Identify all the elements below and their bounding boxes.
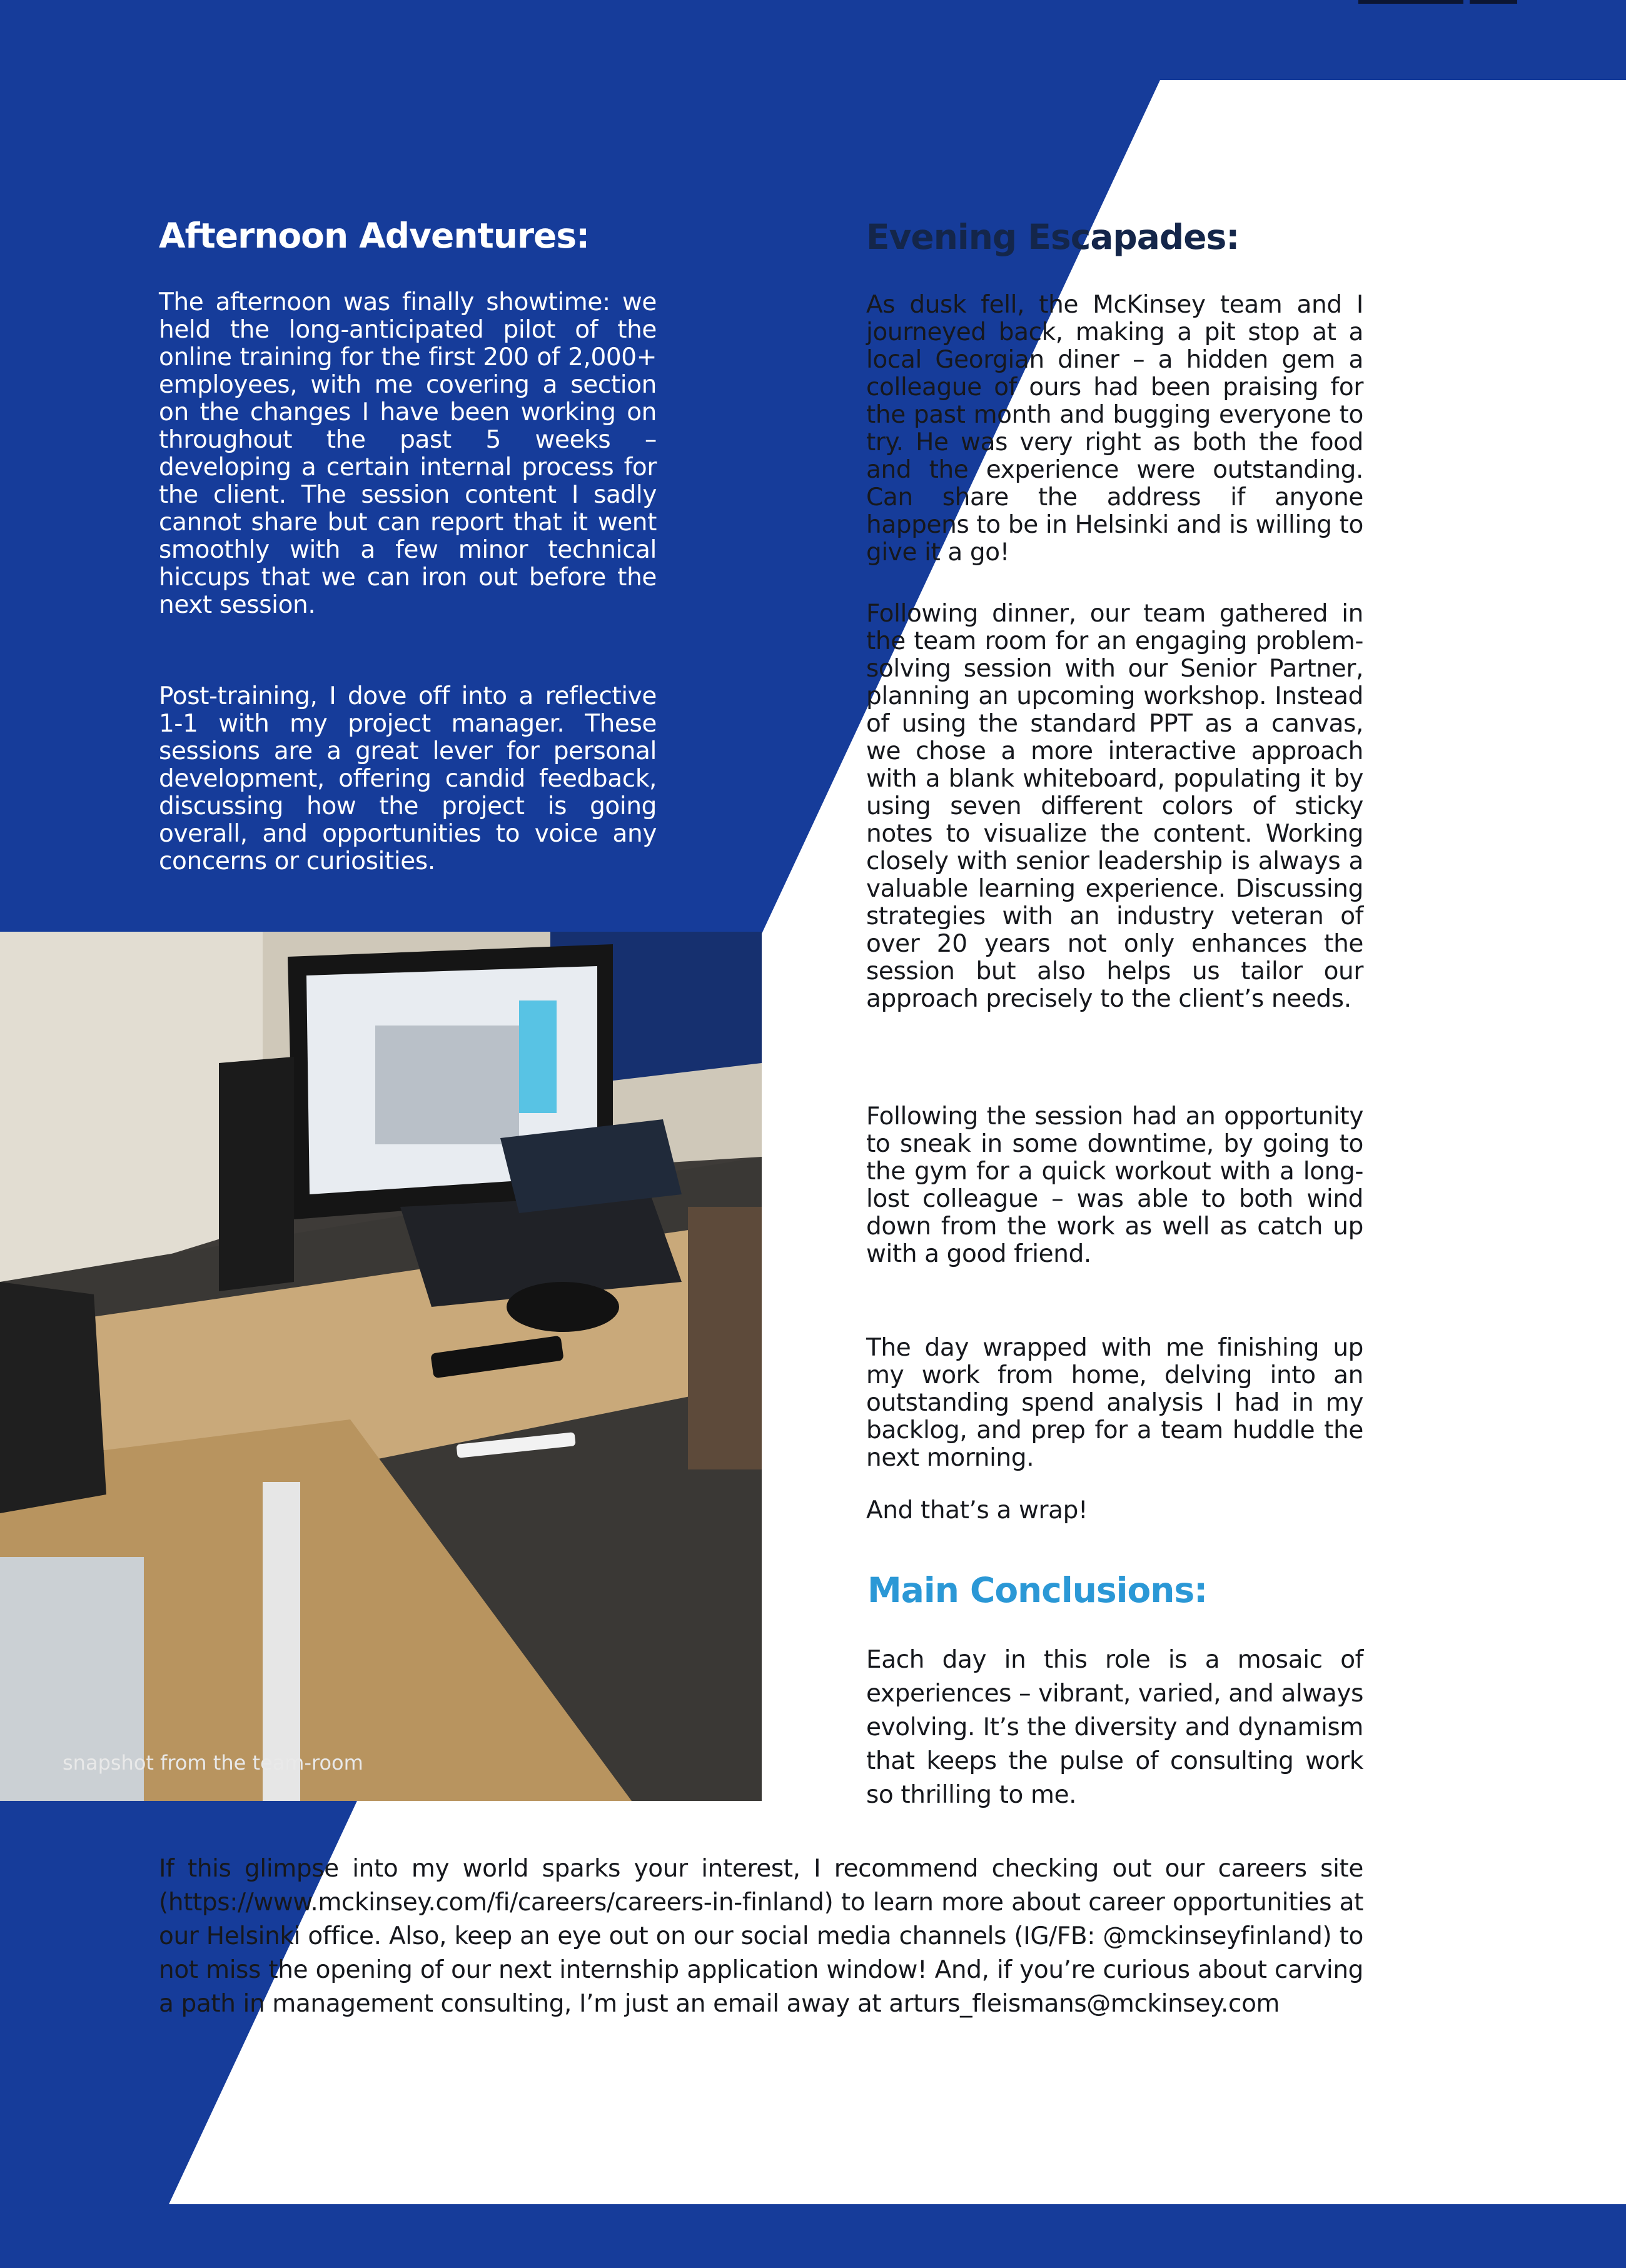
evening-paragraph-5: And that’s a wrap! [866, 1496, 1088, 1525]
afternoon-paragraph-2: Post-training, I dove off into a reflective 1-1 with my project manager. These sessions are a great lever for personal development, offering candid feedback, discussing how the project is going overall, and opportunities to voice any concerns or curiosities. [159, 682, 657, 875]
header-tab-right [1470, 0, 1517, 4]
afternoon-paragraph-1: The afternoon was finally showtime: we held the long-anticipated pilot of the online training for the first 200 of 2,000+ employees, with me covering a section on the changes I have been working on throughout the past 5 weeks – developing a certain internal process for the client. The session content I sadly cannot share but can report that it went smoothly with a few minor technical hiccups that we can iron out before the next session. [159, 288, 657, 619]
conclusions-heading: Main Conclusions: [867, 1570, 1208, 1610]
header-tab-left [1358, 0, 1463, 4]
team-room-photo [0, 932, 762, 1801]
evening-heading: Evening Escapades: [866, 217, 1240, 257]
conclusions-paragraph: Each day in this role is a mosaic of experiences – vibrant, varied, and always evolving. It’s the diversity and dynamism that keeps the pulse of consulting work so thrilling to me. [866, 1646, 1363, 1809]
office-photo-icon [0, 932, 762, 1801]
evening-paragraph-1: As dusk fell, the McKinsey team and I journeyed back, making a pit stop at a local Georgian diner – a hidden gem a colleague of ours had been praising for the past month and bugging everyone to try. He was very right as both the food and the experience were outstanding. Can share the address if anyone happens to be in Helsinki and is willing to give it a go! [866, 291, 1363, 567]
evening-paragraph-4: The day wrapped with me finishing up my work from home, delving into an outstanding spend analysis I had in my backlog, and prep for a team huddle the next morning. [866, 1334, 1363, 1472]
photo-caption: snapshot from the team-room [63, 1751, 363, 1775]
evening-paragraph-3: Following the session had an opportunity to sneak in some downtime, by going to the gym for a quick workout with a long-lost colleague – was able to both wind down from the work as well as catch up with a good friend. [866, 1102, 1363, 1268]
afternoon-heading: Afternoon Adventures: [159, 216, 590, 256]
closing-paragraph: If this glimpse into my world sparks your interest, I recommend checking out our careers site (https://www.mckinsey.com/fi/careers/careers-in-finland) to learn more about career opportunities at our Helsinki office. Also, keep an eye out on our social media channels (IG/FB: @mckinseyfinland) to not miss the opening of our next internship application window! And, if you’re curious about carving a path in management consulting, I’m just an email away at arturs_fleismans@mckinsey.com [159, 1855, 1363, 2018]
evening-paragraph-2: Following dinner, our team gathered in the team room for an engaging problem-solving session with our Senior Partner, planning an upcoming workshop. Instead of using the standard PPT as a canvas, we chose a more interactive approach with a blank whiteboard, populating it by using seven different colors of sticky notes to visualize the content. Working closely with senior leadership is always a valuable learning experience. Discussing strategies with an industry veteran of over 20 years not only enhances the session but also helps us tailor our approach precisely to the client’s needs. [866, 600, 1363, 1013]
